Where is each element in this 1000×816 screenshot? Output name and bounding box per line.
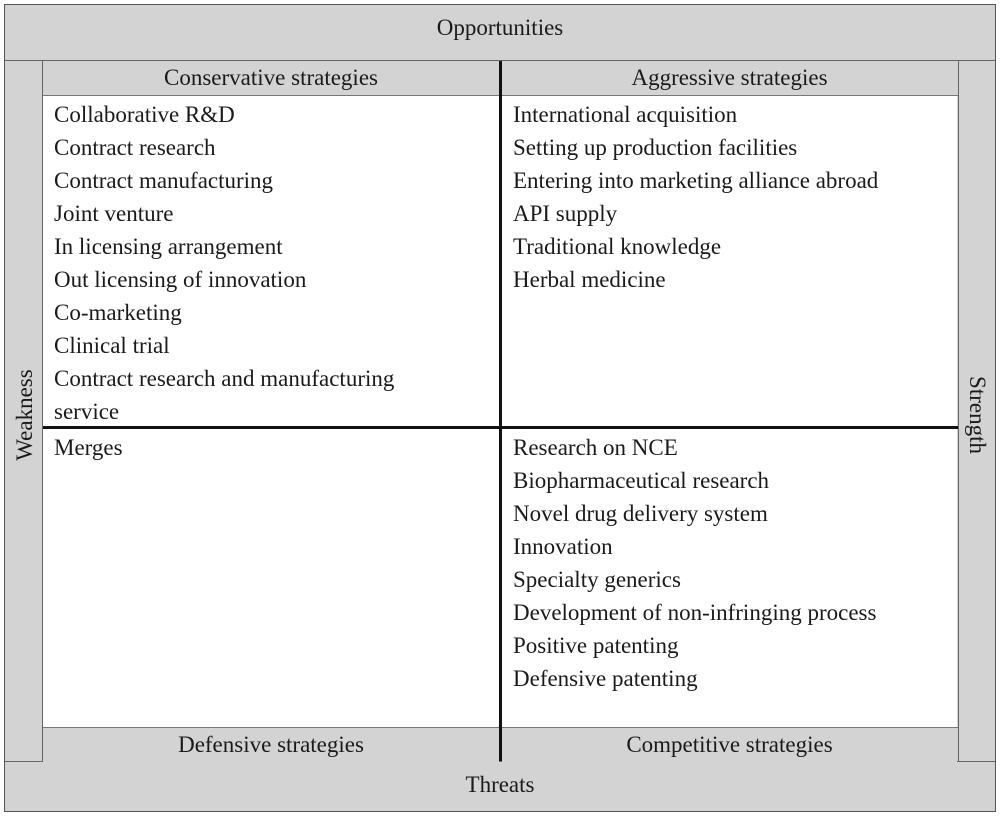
list-item: Contract research and manufacturing — [54, 366, 395, 391]
list-item: service — [54, 399, 120, 424]
list-item: Traditional knowledge — [513, 234, 722, 259]
list-item: Defensive patenting — [513, 666, 698, 691]
vertical-axis-divider — [499, 61, 502, 761]
list-item: Co-marketing — [54, 300, 182, 325]
conservative-strategies-header: Conservative strategies — [43, 61, 499, 95]
competitive-strategies-list — [513, 431, 876, 695]
list-item: Entering into marketing alliance abroad — [513, 168, 879, 193]
list-item: Setting up production facilities — [513, 135, 798, 160]
defensive-strategies-list — [54, 431, 123, 464]
list-item: Joint venture — [54, 201, 174, 226]
list-item: International acquisition — [513, 102, 738, 127]
aggressive-strategies-list — [513, 98, 878, 296]
threats-label: Threats — [465, 772, 535, 797]
weakness-label: Weakness — [12, 369, 37, 461]
strategy-grid — [42, 61, 959, 761]
list-item: Positive patenting — [513, 633, 679, 658]
competitive-strategies-header: Competitive strategies — [502, 728, 957, 762]
list-item: Clinical trial — [54, 333, 170, 358]
opportunities-label: Opportunities — [436, 15, 564, 40]
strength-side — [959, 65, 995, 765]
aggressive-strategies-header: Aggressive strategies — [502, 61, 957, 95]
strength-label: Strength — [965, 376, 990, 454]
list-item: Specialty generics — [513, 567, 681, 592]
weakness-side — [7, 65, 43, 765]
list-item: Out licensing of innovation — [54, 267, 307, 292]
defensive-strategies-header: Defensive strategies — [43, 728, 499, 762]
list-item: Collaborative R&D — [54, 102, 235, 127]
list-item: Herbal medicine — [513, 267, 666, 292]
list-item: Contract research — [54, 135, 216, 160]
list-item: Contract manufacturing — [54, 168, 274, 193]
list-item: Novel drug delivery system — [513, 501, 768, 526]
list-item: Biopharmaceutical research — [513, 468, 770, 493]
list-item: In licensing arrangement — [54, 234, 283, 259]
list-item: Innovation — [513, 534, 613, 559]
list-item: API supply — [513, 201, 618, 226]
conservative-strategies-list — [54, 98, 394, 428]
list-item: Merges — [54, 435, 123, 460]
list-item: Research on NCE — [513, 435, 678, 460]
list-item: Development of non-infringing process — [513, 600, 877, 625]
